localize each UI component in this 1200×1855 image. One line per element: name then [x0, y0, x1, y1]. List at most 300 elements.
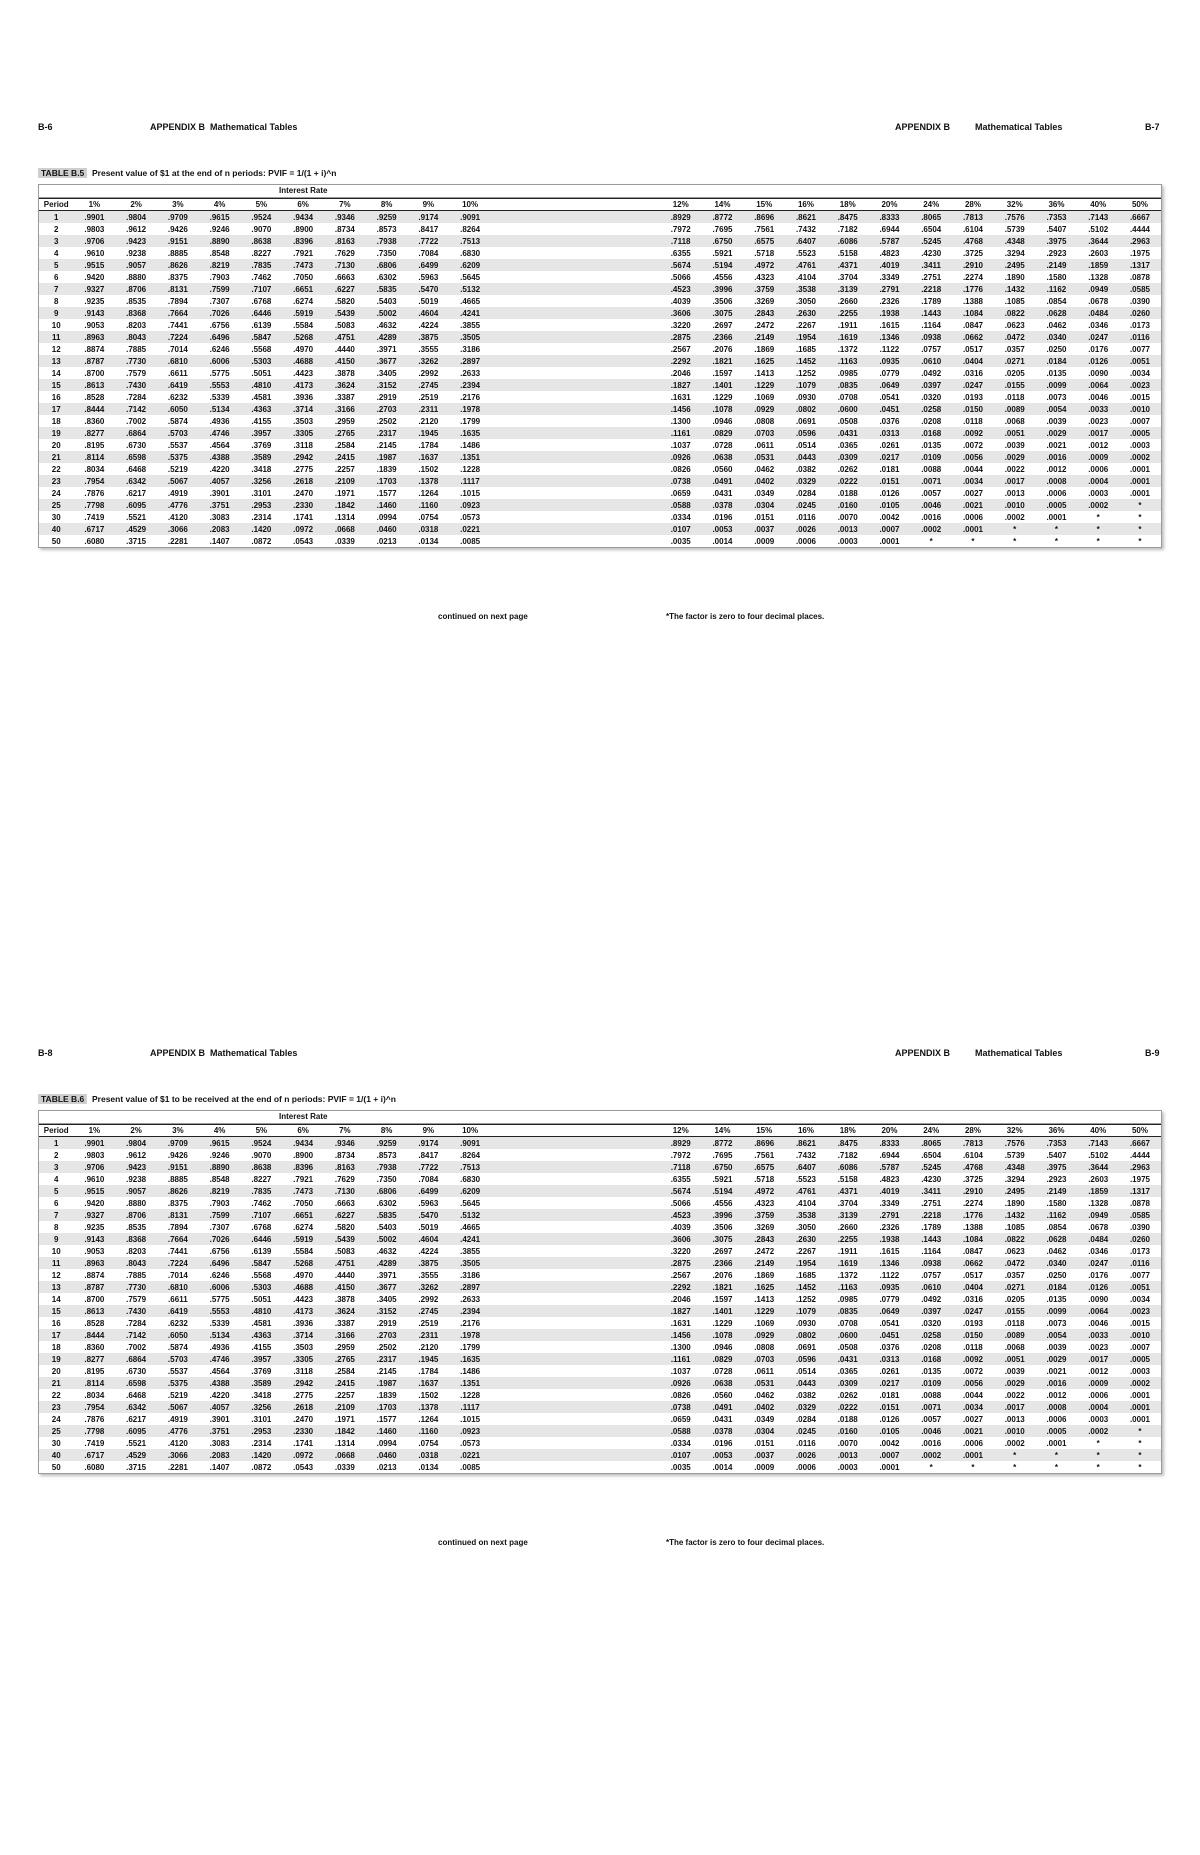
value-cell: * [1138, 536, 1142, 546]
value-cell: .2149 [754, 1258, 775, 1268]
value-cell: .0002 [1088, 1426, 1109, 1436]
value-cell: .3677 [376, 356, 397, 366]
value-cell: .2959 [334, 1342, 355, 1352]
continued-note: continued on next page [438, 1538, 528, 1547]
value-cell: .2314 [251, 512, 272, 522]
value-cell: .5102 [1088, 224, 1109, 234]
value-cell: .7130 [334, 260, 355, 270]
value-cell: .8195 [84, 440, 105, 450]
value-cell: .0014 [712, 536, 733, 546]
value-cell: .0188 [837, 488, 858, 498]
value-cell: .0068 [1004, 1342, 1025, 1352]
value-cell: .0260 [1129, 308, 1150, 318]
value-cell: * [971, 1462, 975, 1472]
value-cell: .2257 [334, 1390, 355, 1400]
value-cell: .6080 [84, 1462, 105, 1472]
value-cell: .0397 [921, 1306, 942, 1316]
value-cell: .2630 [795, 1234, 816, 1244]
value-cell: .5921 [712, 248, 733, 258]
value-cell: .3704 [837, 272, 858, 282]
value-cell: .0985 [837, 1294, 858, 1304]
value-cell: .8963 [84, 1258, 105, 1268]
value-cell: .0012 [1088, 1366, 1109, 1376]
value-cell: .0051 [1004, 1354, 1025, 1364]
value-cell: .1317 [1129, 260, 1150, 270]
value-cell: .5874 [167, 1342, 188, 1352]
value-cell: .9174 [418, 212, 439, 222]
value-cell: .0404 [962, 1282, 983, 1292]
value-cell: .1741 [293, 512, 314, 522]
value-cell: .2317 [376, 428, 397, 438]
value-cell: .0010 [1004, 1426, 1025, 1436]
value-cell: .4564 [209, 440, 230, 450]
value-cell: .2953 [251, 500, 272, 510]
value-cell: .8772 [712, 1138, 733, 1148]
value-cell: .1085 [1004, 296, 1025, 306]
value-cell: .3855 [460, 1246, 481, 1256]
value-cell: .0357 [1004, 344, 1025, 354]
value-cell: .2255 [837, 1234, 858, 1244]
value-cell: .3118 [293, 440, 313, 450]
value-cell: .5787 [879, 1162, 900, 1172]
value-cell: .6080 [84, 536, 105, 546]
value-cell: .0346 [1088, 1246, 1109, 1256]
value-cell: .7722 [418, 236, 439, 246]
value-cell: .3411 [921, 260, 941, 270]
value-cell: .3186 [460, 1270, 481, 1280]
value-cell: .9151 [167, 236, 188, 246]
value-cell: .8696 [754, 212, 775, 222]
value-cell: .8034 [84, 1390, 105, 1400]
table-row [39, 1173, 1161, 1185]
value-cell: .7730 [126, 356, 147, 366]
value-cell: .6342 [126, 476, 147, 486]
value-cell: .0492 [921, 1294, 942, 1304]
value-cell: .7284 [126, 392, 147, 402]
value-cell: * [1096, 1462, 1100, 1472]
value-cell: .0009 [1088, 1378, 1109, 1388]
value-cell: .0135 [1046, 368, 1067, 378]
column-header: 5% [255, 200, 268, 209]
value-cell: .0382 [795, 1390, 816, 1400]
value-cell: .1839 [376, 464, 397, 474]
value-cell: .8444 [84, 404, 105, 414]
value-cell: .2942 [293, 1378, 314, 1388]
value-cell: .2415 [334, 1378, 355, 1388]
value-cell: .1486 [460, 1366, 481, 1376]
value-cell: .0056 [962, 1378, 983, 1388]
value-cell: .0431 [837, 1354, 858, 1364]
value-cell: .1631 [670, 1318, 691, 1328]
value-cell: .2330 [293, 1426, 314, 1436]
value-cell: .5835 [376, 1210, 397, 1220]
value-cell: .4604 [418, 308, 439, 318]
value-cell: .1372 [837, 344, 858, 354]
value-cell: .3305 [293, 1354, 314, 1364]
value-cell: .4289 [376, 1258, 397, 1268]
value-cell: .5718 [754, 1174, 775, 1184]
value-cell: .3704 [837, 1198, 858, 1208]
value-cell: .5245 [921, 1162, 942, 1172]
value-cell: .3975 [1046, 236, 1067, 246]
value-cell: .0134 [418, 1462, 439, 1472]
value-cell: .3996 [712, 284, 733, 294]
value-cell: .4289 [376, 332, 397, 342]
value-cell: .4371 [837, 260, 858, 270]
value-cell: .7695 [712, 224, 733, 234]
column-header: 18% [839, 1126, 856, 1135]
column-header: 2% [130, 200, 142, 209]
value-cell: .0088 [921, 1390, 942, 1400]
value-cell: .0007 [879, 524, 900, 534]
value-cell: .9901 [84, 1138, 105, 1148]
value-cell: .4104 [795, 272, 816, 282]
value-cell: * [1054, 536, 1059, 546]
column-header: 14% [714, 200, 731, 209]
value-cell: .3677 [376, 1282, 397, 1292]
value-cell: .3759 [754, 284, 775, 294]
period-cell: 3 [54, 1162, 59, 1172]
period-cell: 8 [54, 1222, 59, 1232]
period-cell: 22 [51, 464, 61, 474]
value-cell: .3405 [376, 368, 397, 378]
value-cell: .1619 [837, 332, 858, 342]
value-cell: .8368 [126, 308, 147, 318]
value-cell: .4423 [293, 368, 314, 378]
value-cell: .5703 [167, 428, 188, 438]
column-header: 14% [714, 1126, 731, 1135]
value-cell: .0027 [962, 1414, 983, 1424]
value-cell: .0051 [1129, 1282, 1150, 1292]
value-cell: .5470 [418, 1210, 439, 1220]
value-cell: .1229 [754, 380, 775, 390]
value-cell: .0001 [1129, 1402, 1150, 1412]
value-cell: .3269 [754, 1222, 775, 1232]
table-header-row [39, 198, 1161, 211]
value-cell: .0150 [962, 404, 983, 414]
value-cell: .6227 [334, 284, 355, 294]
value-cell: .1597 [712, 1294, 733, 1304]
value-cell: .9706 [84, 1162, 105, 1172]
data-table [38, 184, 1162, 548]
value-cell: .9053 [84, 320, 105, 330]
value-cell: .0250 [1046, 344, 1067, 354]
column-header: 6% [297, 1126, 309, 1135]
value-cell: .0462 [1046, 1246, 1067, 1256]
value-cell: .0021 [962, 500, 983, 510]
value-cell: .8163 [334, 236, 355, 246]
value-cell: .6651 [293, 1210, 314, 1220]
value-cell: .6139 [251, 320, 272, 330]
value-cell: .0016 [921, 512, 942, 522]
value-cell: .0008 [1046, 476, 1067, 486]
value-cell: .0334 [670, 1438, 691, 1448]
value-cell: .1971 [334, 488, 355, 498]
value-cell: .4224 [418, 1246, 439, 1256]
value-cell: .1776 [962, 284, 983, 294]
value-cell: .2083 [209, 1450, 230, 1460]
value-cell: .0001 [879, 1462, 900, 1472]
value-cell: .8043 [126, 332, 147, 342]
value-cell: .0022 [1004, 1390, 1025, 1400]
value-cell: .0008 [1046, 1402, 1067, 1412]
value-cell: .0116 [796, 1438, 816, 1448]
value-cell: .5268 [293, 1258, 314, 1268]
value-cell: .0126 [879, 1414, 900, 1424]
value-cell: .4173 [293, 380, 314, 390]
value-cell: .8333 [879, 1138, 900, 1148]
value-cell: .0044 [962, 464, 983, 474]
value-cell: .2697 [712, 1246, 733, 1256]
column-header: 5% [255, 1126, 268, 1135]
value-cell: .1351 [460, 1378, 481, 1388]
value-cell: .6446 [251, 308, 272, 318]
value-cell: .0027 [962, 488, 983, 498]
value-cell: .3751 [209, 1426, 230, 1436]
value-cell: .0057 [921, 488, 942, 498]
value-cell: .8963 [84, 332, 105, 342]
value-cell: .4363 [251, 1330, 272, 1340]
value-cell: .0822 [1004, 308, 1025, 318]
value-cell: .3878 [334, 368, 355, 378]
value-cell: .3714 [293, 1330, 314, 1340]
value-cell: .5553 [209, 380, 230, 390]
value-cell: .6302 [376, 272, 397, 282]
table-id: TABLE B.5 [38, 168, 87, 178]
value-cell: .6468 [126, 1390, 147, 1400]
column-header: 7% [339, 200, 351, 209]
value-cell: .2660 [837, 296, 858, 306]
value-cell: .2633 [460, 1294, 481, 1304]
value-cell: .5470 [418, 284, 439, 294]
value-cell: .2176 [460, 1318, 481, 1328]
column-header: 24% [923, 1126, 940, 1135]
value-cell: .0935 [879, 1282, 900, 1292]
value-cell: .0053 [712, 524, 733, 534]
value-cell: .0002 [921, 1450, 942, 1460]
value-cell: .0005 [1129, 428, 1150, 438]
value-cell: .0014 [712, 1462, 733, 1472]
value-cell: .0531 [754, 1378, 775, 1388]
value-cell: .3936 [293, 1318, 314, 1328]
value-cell: .1328 [1088, 1198, 1109, 1208]
value-cell: .1975 [1129, 248, 1150, 258]
value-cell: .0378 [712, 1426, 733, 1436]
value-cell: .2218 [921, 284, 942, 294]
value-cell: .3725 [962, 1174, 983, 1184]
value-cell: .0213 [376, 536, 397, 546]
value-cell: .1975 [1129, 1174, 1150, 1184]
value-cell: .0064 [1088, 380, 1109, 390]
interest-rate-label: Interest Rate [279, 1112, 328, 1121]
value-cell: .4323 [754, 1198, 775, 1208]
value-cell: .0638 [712, 452, 733, 462]
value-cell: .0193 [962, 1318, 983, 1328]
value-cell: .8333 [879, 212, 900, 222]
value-cell: .8573 [376, 224, 397, 234]
value-cell: .9057 [126, 1186, 147, 1196]
value-cell: .1084 [962, 308, 983, 318]
value-cell: .0006 [1088, 464, 1109, 474]
value-cell: .0573 [460, 512, 481, 522]
value-cell: .5132 [460, 284, 481, 294]
value-cell: .8787 [84, 356, 105, 366]
table-row [39, 499, 1161, 511]
value-cell: .7664 [167, 308, 188, 318]
table-body [39, 211, 1161, 547]
table-row [39, 223, 1161, 235]
period-cell: 25 [51, 500, 61, 510]
value-cell: .0021 [1046, 440, 1067, 450]
value-cell: .4581 [251, 392, 272, 402]
value-cell: .0402 [754, 1402, 775, 1412]
value-cell: .4810 [251, 380, 272, 390]
value-cell: .6232 [167, 1318, 188, 1328]
value-cell: .1252 [795, 1294, 816, 1304]
value-cell: .0001 [1046, 512, 1067, 522]
column-header: 4% [213, 1126, 226, 1135]
value-cell: .0002 [1129, 452, 1150, 462]
period-cell: 20 [51, 440, 61, 450]
column-header: 50% [1131, 200, 1148, 209]
value-cell: .0596 [795, 428, 816, 438]
value-cell: .6217 [126, 1414, 147, 1424]
value-cell: .7182 [837, 1150, 858, 1160]
value-cell: .3875 [418, 1258, 439, 1268]
column-header: 50% [1131, 1126, 1148, 1135]
value-cell: .2274 [962, 1198, 983, 1208]
value-cell: .3101 [251, 488, 272, 498]
value-cell: .6663 [334, 272, 355, 282]
column-header: 15% [756, 1126, 773, 1135]
value-cell: .4751 [334, 332, 355, 342]
column-header: Period [43, 1126, 69, 1135]
value-cell: .7938 [376, 236, 397, 246]
value-cell: .4371 [837, 1186, 858, 1196]
value-cell: .6355 [670, 1174, 691, 1184]
value-cell: .1703 [376, 1402, 397, 1412]
value-cell: .1229 [712, 392, 733, 402]
value-cell: .2394 [460, 1306, 481, 1316]
value-cell: .6717 [84, 524, 105, 534]
value-cell: .0051 [1129, 356, 1150, 366]
value-cell: * [971, 536, 975, 546]
value-cell: .0588 [670, 500, 691, 510]
period-cell: 18 [51, 1342, 61, 1352]
value-cell: .4323 [754, 272, 775, 282]
value-cell: .6810 [167, 1282, 188, 1292]
period-cell: 12 [51, 344, 61, 354]
table-row [39, 283, 1161, 295]
value-cell: .0001 [1129, 1414, 1150, 1424]
value-cell: .0628 [1046, 308, 1067, 318]
period-cell: 30 [51, 512, 61, 522]
value-cell: .8163 [334, 1162, 355, 1172]
value-cell: .0829 [712, 1354, 733, 1364]
value-cell: .0196 [712, 1438, 733, 1448]
value-cell: .9091 [460, 212, 481, 222]
value-cell: .0258 [921, 404, 942, 414]
value-cell: .2897 [460, 356, 481, 366]
value-cell: .0006 [1046, 1414, 1067, 1424]
value-cell: .8277 [84, 428, 105, 438]
value-cell: .0623 [1004, 1246, 1025, 1256]
value-cell: * [1138, 1462, 1142, 1472]
value-cell: .1502 [418, 464, 439, 474]
value-cell: .9346 [334, 212, 355, 222]
period-cell: 12 [51, 1270, 61, 1280]
value-cell: .7284 [126, 1318, 147, 1328]
value-cell: .1372 [837, 1270, 858, 1280]
value-cell: .8613 [84, 1306, 105, 1316]
value-cell: .0029 [1046, 428, 1067, 438]
value-cell: .1890 [1004, 1198, 1025, 1208]
value-cell: .0728 [712, 1366, 733, 1376]
table-row [39, 259, 1161, 271]
value-cell: .9524 [251, 1138, 272, 1148]
value-cell: .0001 [1129, 476, 1150, 486]
value-cell: .0357 [1004, 1270, 1025, 1280]
value-cell: .0037 [754, 1450, 775, 1460]
value-cell: .0431 [837, 428, 858, 438]
value-cell: .5835 [376, 284, 397, 294]
column-header: 36% [1048, 1126, 1065, 1135]
value-cell: .0118 [1004, 392, 1025, 402]
value-cell: .5083 [334, 320, 355, 330]
value-cell: .9143 [84, 1234, 105, 1244]
value-cell: * [1013, 1462, 1017, 1472]
value-cell: .9803 [84, 1150, 105, 1160]
value-cell: .0173 [1129, 320, 1150, 330]
value-cell: .3505 [460, 1258, 481, 1268]
value-cell: .3589 [251, 1378, 272, 1388]
value-cell: .9612 [126, 224, 147, 234]
value-cell: .0090 [1088, 368, 1109, 378]
value-cell: .0460 [376, 524, 397, 534]
value-cell: .1413 [754, 1294, 775, 1304]
value-cell: .7513 [460, 236, 481, 246]
value-cell: .3387 [334, 392, 355, 402]
value-cell: .7462 [251, 1198, 272, 1208]
value-cell: .0116 [1130, 1258, 1150, 1268]
column-header: 24% [923, 200, 940, 209]
value-cell: .3050 [795, 1222, 816, 1232]
value-cell: .0514 [795, 1366, 816, 1376]
value-cell: .2963 [1129, 236, 1150, 246]
value-cell: .9235 [84, 296, 105, 306]
value-cell: .2415 [334, 452, 355, 462]
value-cell: .9709 [167, 212, 188, 222]
value-cell: .8360 [84, 1342, 105, 1352]
period-cell: 23 [51, 1402, 61, 1412]
value-cell: * [1138, 1426, 1142, 1436]
value-cell: .2176 [460, 392, 481, 402]
value-cell: .1078 [712, 1330, 733, 1340]
value-cell: .7050 [293, 1198, 314, 1208]
column-header: 32% [1006, 200, 1023, 209]
value-cell: .0340 [1046, 332, 1067, 342]
value-cell: .8548 [209, 248, 230, 258]
value-cell: .0261 [879, 440, 900, 450]
value-cell: .6342 [126, 1402, 147, 1412]
value-cell: .1401 [712, 1306, 733, 1316]
value-cell: .3715 [126, 1462, 147, 1472]
value-cell: .4224 [418, 320, 439, 330]
period-cell: 4 [54, 1174, 59, 1184]
value-cell: .2292 [670, 356, 691, 366]
table-row [39, 1221, 1161, 1233]
value-cell: .0222 [837, 1402, 858, 1412]
